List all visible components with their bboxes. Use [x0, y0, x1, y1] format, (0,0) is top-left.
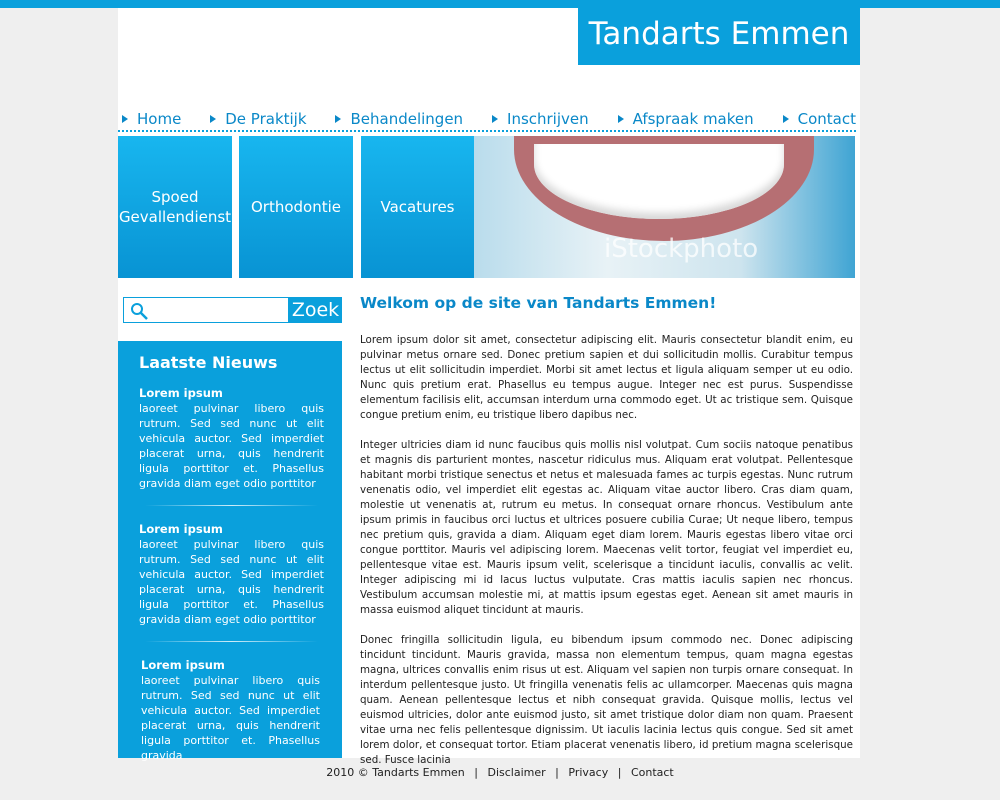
- main-content: [360, 294, 853, 783]
- tile-vacatures[interactable]: Vacatures: [361, 136, 474, 278]
- footer-link-disclaimer[interactable]: Disclaimer: [487, 766, 546, 779]
- news-item-heading[interactable]: Lorem ipsum: [141, 658, 225, 672]
- news-sidebar: [118, 341, 342, 762]
- content-paragraph: Donec fringilla sollicitudin ligula, eu bibendum ipsum commodo nec. Donec adipiscing tincidunt tincidunt. Mauris gravida, massa non elementum tempus, quam magna egestas magna, ultrices convallis enim risus ut est. Aliquam vel sapien non turpis ornare consequat. In interdum pellentesque justo. Ut fringilla venenatis felis ac ullamcorper. Maecenas quis magna quam. Aenean pellentesque lectus et nibh consequat gravida. Quisque mollis, lectus vel euismod ultricies, dolor ante euismod justo, sit amet tristique dolor diam non quam. Praesent vitae urna nec felis pellentesque dignissim. Ut iaculis lacinia lectus quis congue. Sed sit amet lorem dolor, et consequat tortor. Etiam placerat venenatis libero, id pretium magna scelerisque sed. Fusce lacinia: [360, 634, 853, 766]
- page-container: [118, 8, 860, 766]
- arrow-right-icon: [492, 115, 498, 123]
- footer-link-privacy[interactable]: Privacy: [568, 766, 609, 779]
- news-title: Laatste Nieuws: [139, 353, 278, 372]
- nav-behandelingen[interactable]: [335, 108, 463, 130]
- search-box: [123, 297, 289, 323]
- nav-label: Inschrijven: [507, 110, 589, 128]
- nav-afspraak-maken[interactable]: [618, 108, 754, 130]
- tile-orthodontie[interactable]: Orthodontie: [239, 136, 353, 278]
- content-paragraph: Lorem ipsum dolor sit amet, consectetur adipiscing elit. Mauris consectetur blandit enim, eu pulvinar metus ornare sed. Donec pretium sapien et dui sollicitudin mollis. Curabitur tempus lectus ut elit sollicitudin imperdiet. Morbi sit amet lectus et ligula aliquam semper ut eu odio. Nunc quis pretium erat. Phasellus eu tempus augue. Integer nec est purus. Suspendisse elementum facilisis elit, accumsan interdum urna commodo eget. Ut ac tristique sem. Quisque congue pretium enim, eu tristique libero dapibus nec.: [360, 334, 853, 421]
- nav-inschrijven[interactable]: [492, 108, 589, 130]
- hero-image: [474, 136, 855, 278]
- search-icon: [130, 302, 148, 320]
- nav-home[interactable]: [122, 108, 181, 130]
- page-title: Welkom op de site van Tandarts Emmen!: [360, 294, 717, 312]
- news-item-heading[interactable]: Lorem ipsum: [139, 386, 223, 400]
- footer: [0, 766, 1000, 779]
- nav-contact[interactable]: [783, 108, 856, 130]
- tile-spoed-gevallendienst[interactable]: Spoed Gevallendienst: [118, 136, 232, 278]
- search-input[interactable]: [154, 300, 288, 322]
- content-paragraph: Integer ultricies diam id nunc faucibus quis mollis nisl volutpat. Cum sociis natoque penatibus et magnis dis parturient montes, nascetur ridiculus mus. Aliquam erat volutpat. Pellentesque habitant morbi tristique senectus et netus et malesuada fames ac turpis egestas. Nunc rutrum venenatis odio, vel imperdiet elit egestas ac. Aliquam vitae auctor libero. Cras diam quam, molestie ut venenatis at, rutrum eu metus. In consequat ornare rhoncus. Vestibulum ante ipsum primis in faucibus orci luctus et ultrices posuere cubilia Curae; Ut neque libero, tempus nec pretium quis, gravida a diam. Aliquam eget diam lorem. Mauris egestas libero vitae orci congue porttitor. Mauris vel adipiscing lorem. Maecenas velit tortor, feugiat vel imperdiet eu, pellentesque vitae est. Mauris ipsum velit, scelerisque a tincidunt iaculis, convallis ac velit. Integer adipiscing mi id lacus luctus vulputate. Cras mattis iaculis sapien nec rhoncus. Vestibulum accumsan molestie mi, at mattis ipsum egestas eget. Aenean sit amet mauris in massa euismod aliquet tincidunt at mauris.: [360, 439, 853, 616]
- hero-watermark: iStockphoto: [604, 234, 759, 264]
- arrow-right-icon: [335, 115, 341, 123]
- footer-link-contact[interactable]: Contact: [630, 766, 674, 779]
- top-accent-bar: [0, 0, 1000, 8]
- arrow-right-icon: [618, 115, 624, 123]
- news-divider: [145, 641, 318, 642]
- news-divider: [145, 505, 318, 506]
- arrow-right-icon: [210, 115, 216, 123]
- arrow-right-icon: [783, 115, 789, 123]
- arrow-right-icon: [122, 115, 128, 123]
- nav-label: Afspraak maken: [632, 110, 754, 128]
- news-item-heading[interactable]: Lorem ipsum: [139, 522, 223, 536]
- news-item-text: laoreet pulvinar libero quis rutrum. Sed sed nunc ut elit vehicula auctor. Sed imperdiet placerat urna, quis hendrerit ligula porttitor et. Phasellus gravida: [141, 674, 320, 762]
- footer-copyright: 2010 © Tandarts Emmen: [326, 766, 465, 779]
- news-item-text: laoreet pulvinar libero quis rutrum. Sed sed nunc ut elit vehicula auctor. Sed imperdiet placerat urna, quis hendrerit ligula porttitor et. Phasellus gravida diam eget odio porttitor: [139, 402, 324, 490]
- search-button[interactable]: Zoek: [289, 297, 342, 323]
- news-item: [139, 522, 324, 627]
- nav-label: Contact: [797, 110, 856, 128]
- nav-de-praktijk[interactable]: [210, 108, 306, 130]
- footer-separator: |: [474, 766, 478, 779]
- nav-label: Behandelingen: [350, 110, 464, 128]
- footer-separator: |: [555, 766, 559, 779]
- site-title[interactable]: Tandarts Emmen: [578, 8, 860, 65]
- footer-separator: |: [617, 766, 622, 779]
- news-item: [141, 658, 320, 763]
- nav-label: De Praktijk: [225, 110, 307, 128]
- nav-label: Home: [137, 110, 182, 128]
- news-item: [139, 386, 324, 491]
- main-navigation: [118, 108, 856, 132]
- news-item-text: laoreet pulvinar libero quis rutrum. Sed sed nunc ut elit vehicula auctor. Sed imperdiet placerat urna, quis hendrerit ligula porttitor et. Phasellus gravida diam eget odio porttitor: [139, 538, 324, 626]
